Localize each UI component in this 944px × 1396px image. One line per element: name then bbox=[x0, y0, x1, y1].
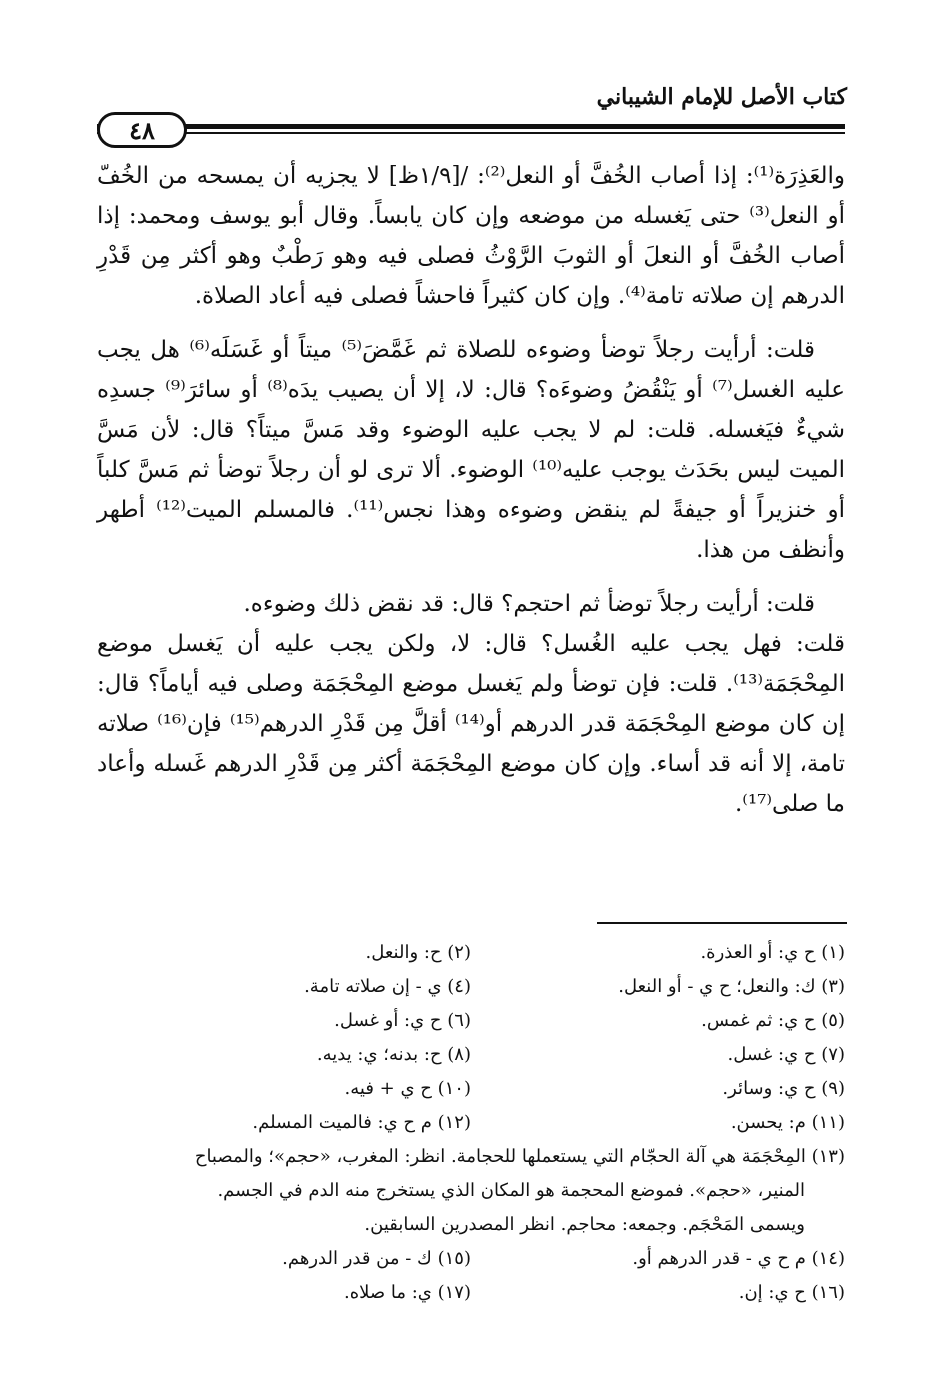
footnote-13-continued: المنير، «حجم». فموضع المحجمة هو المكان الذي يستخرج منه الدم في الجسم. bbox=[217, 1180, 805, 1201]
page-number: ٤٨ bbox=[97, 112, 187, 148]
footnote: (٣) ك: والنعل؛ ح ي - أو النعل. bbox=[618, 976, 845, 997]
book-title: كتاب الأصل للإمام الشيباني bbox=[596, 84, 847, 110]
paragraph: قلت: فهل يجب عليه الغُسل؟ قال: لا، ولكن يجب عليه أن يَغسل موضع المِحْجَمَة⁽¹³⁾. قلت: فإن توضأ ولم يَغسل موضع المِحْجَمَة وصلى فيه أياماً؟ قال: إن كان موضع المِحْجَمَة قدر الدرهم أو⁽¹⁴⁾ أقلَّ مِن قَدْرِ الدرهم⁽¹⁵⁾ فإن⁽¹⁶⁾ صلاته تامة، إلا أنه قد أساء. وإن كان موضع المِحْجَمَة أكثر مِن قَدْرِ الدرهم غَسله وأعاد ما صلى⁽¹⁷⁾. bbox=[97, 631, 845, 817]
main-text bbox=[97, 156, 845, 838]
footnote-row bbox=[97, 1072, 845, 1106]
footnote-separator bbox=[597, 922, 847, 924]
footnote-row bbox=[97, 936, 845, 970]
footnote-row bbox=[97, 1106, 845, 1140]
footnote-row bbox=[97, 1242, 845, 1276]
footnote-13: (١٣) المِحْجَمَة هي آلة الحجّام التي يستعملها للحجامة. انظر: المغرب، «حجم»؛ والمصباح bbox=[194, 1146, 845, 1167]
footnote-row bbox=[97, 1004, 845, 1038]
footnote: (٥) ح ي: ثم غمس. bbox=[701, 1010, 845, 1031]
footnote: (١٦) ح ي: إن. bbox=[738, 1282, 845, 1303]
footnote-row bbox=[97, 1140, 845, 1174]
header-rule-thin bbox=[97, 132, 845, 134]
footnote-13-continued: ويسمى المَحْجَم. وجمعه: محاجم. انظر المصدرين السابقين. bbox=[364, 1214, 805, 1235]
footnote: (٨) ح: بدنه؛ ي: يديه. bbox=[316, 1044, 471, 1065]
footnote: (١٥) ك - من قدر الدرهم. bbox=[282, 1248, 471, 1269]
footnote: (١٢) م ح ي: فالميت المسلم. bbox=[252, 1112, 471, 1133]
footnote: (١٤) م ح ي - قدر الدرهم أو. bbox=[632, 1248, 845, 1269]
footnote-row bbox=[97, 970, 845, 1004]
footnote-row bbox=[97, 1276, 845, 1310]
footnote: (٦) ح ي: أو غسل. bbox=[334, 1010, 471, 1031]
footnote-row bbox=[97, 1038, 845, 1072]
footnote: (١٠) ح ي + فيه. bbox=[344, 1078, 471, 1099]
header-rule bbox=[97, 124, 845, 129]
footnote: (٢) ح: والنعل. bbox=[365, 942, 471, 963]
footnote-row bbox=[97, 1208, 845, 1242]
footnote-row bbox=[97, 1174, 845, 1208]
footnote: (٧) ح ي: غسل. bbox=[727, 1044, 845, 1065]
footnote: (١) ح ي: أو العذرة. bbox=[700, 942, 845, 963]
footnotes bbox=[97, 936, 845, 1310]
paragraph: قلت: أرأيت رجلاً توضأ ثم احتجم؟ قال: قد نقض ذلك وضوءه. bbox=[243, 591, 815, 617]
paragraph: والعَذِرَة⁽¹⁾: إذا أصاب الخُفَّ أو النعل⁽²⁾: /[١/٩ظ] لا يجزيه أن يمسحه من الخُفّ أو النعل⁽³⁾ حتى يَغسله من موضعه وإن كان يابساً. وقال أبو يوسف ومحمد: إذا أصاب الخُفَّ أو النعلَ أو الثوبَ الرَّوْثُ فصلى فيه وهو رَطْبٌ وهو أكثر مِن قَدْرِ الدرهم إن صلاته تامة⁽⁴⁾. وإن كان كثيراً فاحشاً فصلى فيه أعاد الصلاة. bbox=[97, 163, 846, 309]
footnote: (٩) ح ي: وسائر. bbox=[722, 1078, 845, 1099]
footnote: (١٧) ي: ما صلاه. bbox=[343, 1282, 471, 1303]
paragraph: قلت: أرأيت رجلاً توضأ وضوءه للصلاة ثم غَمَّضَ⁽⁵⁾ ميتاً أو غَسَلَه⁽⁶⁾ هل يجب عليه الغسل⁽⁷⁾ أو يَنْقُضُ وضوءَه؟ قال: لا، إلا أن يصيب يدَه⁽⁸⁾ أو سائرَ⁽⁹⁾ جسدِه شيءٌ فيَغسله. قلت: لم لا يجب عليه الوضوء وقد مَسَّ ميتاً؟ قال: لأن مَسَّ الميت ليس بحَدَث يوجب عليه⁽¹⁰⁾ الوضوء. ألا ترى لو أن رجلاً توضأ ثم مَسَّ كلباً أو خنزيراً أو جيفةً لم ينقض وضوءه وهذا نجس⁽¹¹⁾. فالمسلم الميت⁽¹²⁾ أطهر وأنظف من هذا. bbox=[97, 337, 845, 563]
footnote: (١١) م: يحسن. bbox=[730, 1112, 845, 1133]
footnote: (٤) ي - إن صلاته تامة. bbox=[304, 976, 471, 997]
